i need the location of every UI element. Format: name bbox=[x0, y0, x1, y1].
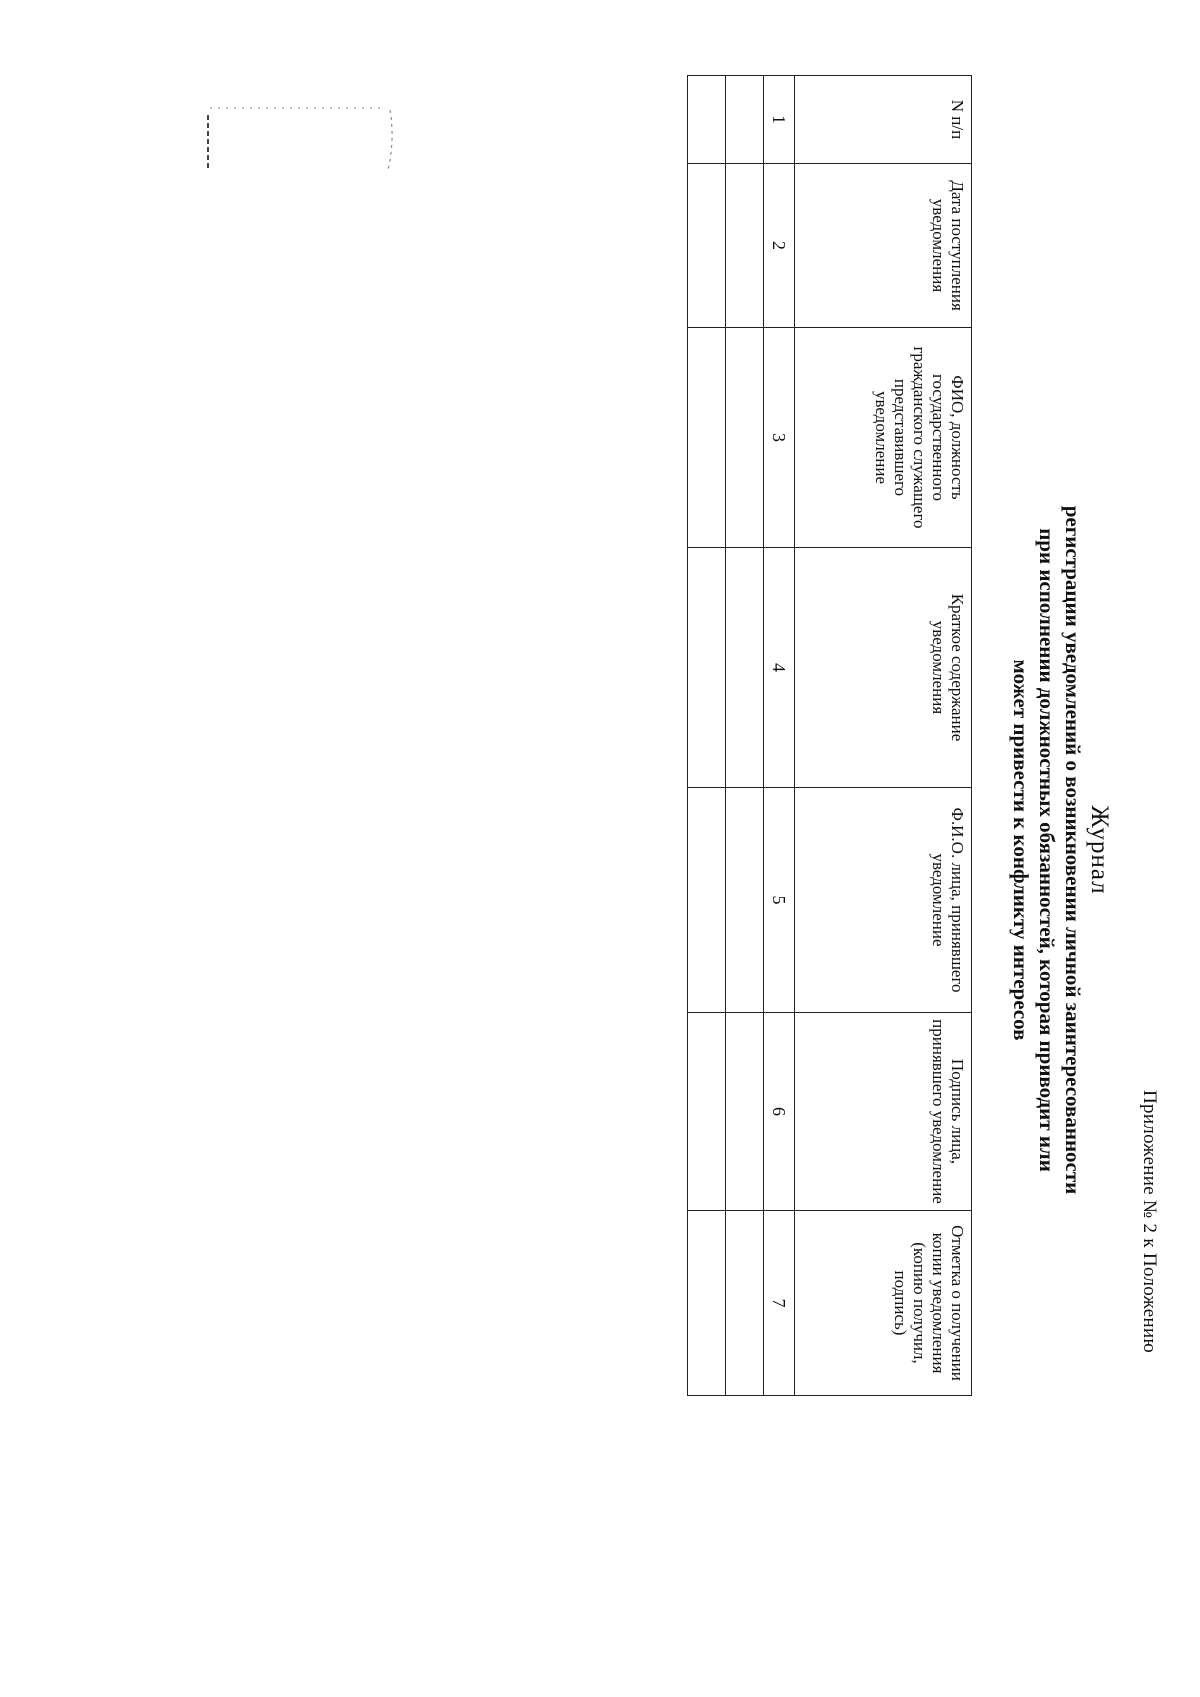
table-cell bbox=[726, 548, 764, 788]
title-line-3: может привести к конфликту интересов bbox=[1009, 659, 1033, 1041]
header-cell-receiver-signature: Подпись лица, принявшего уведомление bbox=[795, 1013, 972, 1211]
header-row bbox=[795, 76, 972, 1396]
table-cell bbox=[688, 76, 726, 164]
header-cell-date: Дата поступления уведомления bbox=[795, 164, 972, 328]
journal-title bbox=[1008, 160, 1112, 1540]
column-number: 6 bbox=[764, 1013, 795, 1211]
table-cell bbox=[726, 76, 764, 164]
table-row bbox=[726, 76, 764, 1396]
column-number: 2 bbox=[764, 164, 795, 328]
header-cell-employee: ФИО, должность государственного гражданского служащего представившего уведомление bbox=[795, 328, 972, 548]
header-cell-receiver-name: Ф.И.О. лица, принявшего уведомление bbox=[795, 788, 972, 1013]
table-row bbox=[688, 76, 726, 1396]
table-cell bbox=[688, 164, 726, 328]
column-number: 4 bbox=[764, 548, 795, 788]
scan-artifact bbox=[200, 100, 400, 180]
title-main: Журнал bbox=[1086, 805, 1113, 895]
title-line-1: регистрации уведомлений о возникновении личной заинтересованности bbox=[1061, 505, 1085, 1195]
header-cell-copy-mark: Отметка о получении копии уведомления (копию получил, подпись) bbox=[795, 1211, 972, 1396]
column-number: 1 bbox=[764, 76, 795, 164]
table-cell bbox=[688, 788, 726, 1013]
column-number-row bbox=[764, 76, 795, 1396]
column-number: 5 bbox=[764, 788, 795, 1013]
header-cell-number: N п/п bbox=[795, 76, 972, 164]
table-cell bbox=[688, 1211, 726, 1396]
table-cell bbox=[688, 548, 726, 788]
column-number: 3 bbox=[764, 328, 795, 548]
table-cell bbox=[726, 1211, 764, 1396]
table-cell bbox=[726, 164, 764, 328]
header-cell-summary: Краткое содержание уведомления bbox=[795, 548, 972, 788]
column-number: 7 bbox=[764, 1211, 795, 1396]
register-table-wrap bbox=[687, 75, 972, 1396]
table-cell bbox=[688, 328, 726, 548]
table-cell bbox=[726, 788, 764, 1013]
table-cell bbox=[688, 1013, 726, 1211]
title-line-2: при исполнении должностных обязанностей, которая приводит или bbox=[1035, 528, 1059, 1172]
table-cell bbox=[726, 1013, 764, 1211]
table-cell bbox=[726, 328, 764, 548]
appendix-note: Приложение № 2 к Положению bbox=[1139, 1090, 1160, 1353]
register-table bbox=[687, 75, 972, 1396]
